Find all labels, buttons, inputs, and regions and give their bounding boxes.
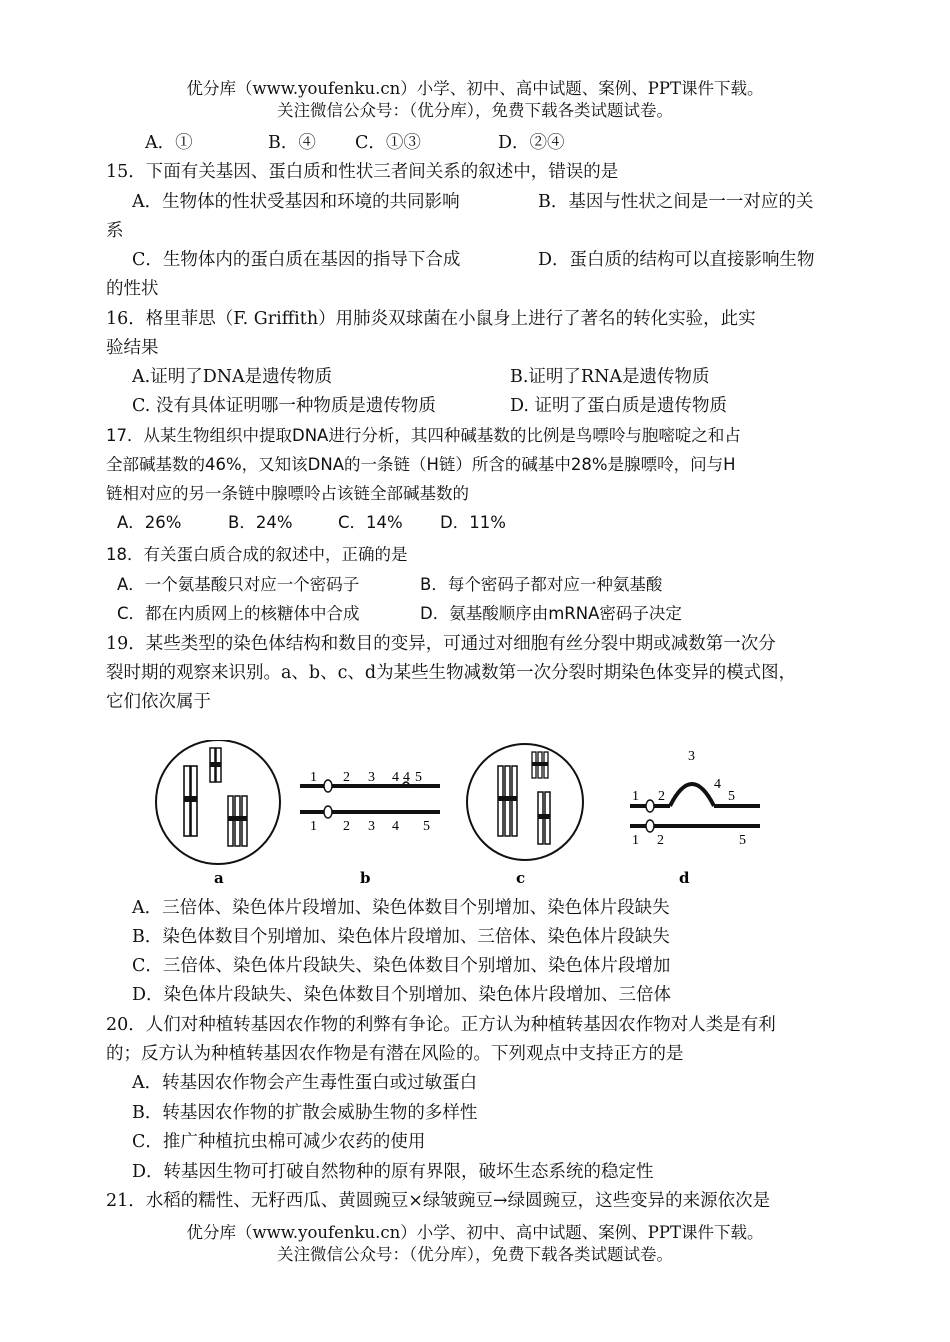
q21-stem: 21．水稻的糯性、无籽西瓜、黄圆豌豆×绿皱豌豆→绿圆豌豆，这些变异的来源依次是	[106, 1191, 771, 1211]
b-top-5: 5	[415, 770, 422, 785]
d-top-5: 5	[728, 789, 735, 804]
q15-option-b: B．基因与性状之间是一一对应的关	[538, 192, 814, 212]
panel-a	[156, 740, 280, 864]
q17-stem-1: 17．从某生物组织中提取DNA进行分析，其四种碱基数的比例是鸟嘌呤与胞嘧啶之和占	[106, 426, 741, 445]
q16-option-d: D. 证明了蛋白质是遗传物质	[510, 396, 728, 416]
header-line-2: 关注微信公众号：（优分库），免费下载各类试题试卷。	[277, 101, 673, 120]
q15-option-c: C．生物体内的蛋白质在基因的指导下合成	[132, 250, 461, 270]
q16-option-c: C. 没有具体证明哪一种物质是遗传物质	[132, 396, 436, 416]
d-bottom-2: 2	[657, 833, 664, 848]
q19-stem-2: 裂时期的观察来识别。a、b、c、d为某些生物减数第一次分裂时期染色体变异的模式图，	[106, 663, 797, 683]
label-c: c	[516, 869, 526, 887]
q15-option-b-cont: 系	[106, 221, 124, 241]
q16-stem-2: 验结果	[106, 338, 159, 358]
label-d: d	[679, 869, 690, 887]
q19-option-a: A．三倍体、染色体片段增加、染色体数目个别增加、染色体片段缺失	[132, 898, 670, 918]
q15-option-a: A．生物体的性状受基因和环境的共同影响	[132, 192, 460, 212]
q17-option-d: D．11%	[440, 513, 506, 532]
b-bottom-5: 5	[423, 819, 430, 834]
panel-b	[300, 770, 440, 834]
d-top-4: 4	[714, 777, 721, 792]
q20-stem-1: 20．人们对种植转基因农作物的利弊有争论。正方认为种植转基因农作物对人类是有利	[106, 1015, 776, 1035]
b-top-3: 3	[368, 770, 375, 785]
q18-stem: 18．有关蛋白质合成的叙述中，正确的是	[106, 545, 408, 564]
q17-option-c: C．14%	[338, 513, 403, 532]
q20-option-d: D．转基因生物可打破自然物种的原有界限，破坏生态系统的稳定性	[132, 1162, 654, 1182]
d-top-1: 1	[632, 789, 639, 804]
d-bottom-5: 5	[739, 833, 746, 848]
q20-option-c: C．推广种植抗虫棉可减少农药的使用	[132, 1132, 426, 1152]
b-bottom-2: 2	[343, 819, 350, 834]
q14-option-a: A．①	[145, 133, 193, 153]
q19-stem-1: 19．某些类型的染色体结构和数目的变异，可通过对细胞有丝分裂中期或减数第一次分	[106, 634, 776, 654]
footer-line-2: 关注微信公众号：（优分库），免费下载各类试题试卷。	[277, 1245, 673, 1264]
panel-d	[630, 749, 760, 848]
b-top-4a: 4	[392, 770, 399, 785]
q20-stem-2: 的；反方认为种植转基因农作物是有潜在风险的。下列观点中支持正方的是	[106, 1044, 684, 1064]
q19-option-c: C．三倍体、染色体片段缺失、染色体数目个别增加、染色体片段增加	[132, 956, 671, 976]
q14-option-c: C．①③	[355, 133, 421, 153]
q17-option-b: B．24%	[228, 513, 293, 532]
q19-option-d: D．染色体片段缺失、染色体数目个别增加、染色体片段增加、三倍体	[132, 985, 672, 1005]
q18-option-c: C．都在内质网上的核糖体中合成	[117, 604, 360, 623]
b-bottom-1: 1	[310, 819, 317, 834]
q14-option-b: B．④	[268, 133, 316, 153]
label-b: b	[360, 869, 371, 887]
q16-option-a: A.证明了DNA是遗传物质	[132, 367, 333, 387]
b-top-1: 1	[310, 770, 317, 785]
q14-option-d: D．②④	[498, 133, 565, 153]
b-top-4b: 4	[403, 770, 410, 785]
q18-option-b: B．每个密码子都对应一种氨基酸	[420, 575, 663, 594]
b-bottom-3: 3	[368, 819, 375, 834]
q17-option-a: A．26%	[117, 513, 182, 532]
q19-figure	[140, 740, 880, 890]
d-loop-3: 3	[688, 749, 695, 764]
q18-option-a: A．一个氨基酸只对应一个密码子	[117, 575, 360, 594]
q20-option-b: B．转基因农作物的扩散会威胁生物的多样性	[132, 1103, 478, 1123]
q17-stem-3: 链相对应的另一条链中腺嘌呤占该链全部碱基数的	[106, 484, 469, 503]
footer-line-1: 优分库（www.youfenku.cn）小学、初中、高中试题、案例、PPT课件下载。	[186, 1223, 764, 1242]
chromosome-diagram	[140, 740, 880, 890]
q16-stem-1: 16．格里菲思（F. Griffith）用肺炎双球菌在小鼠身上进行了著名的转化实验，此实	[106, 309, 756, 329]
q19-option-b: B．染色体数目个别增加、染色体片段增加、三倍体、染色体片段缺失	[132, 927, 670, 947]
label-a: a	[214, 869, 224, 887]
q20-option-a: A．转基因农作物会产生毒性蛋白或过敏蛋白	[132, 1073, 478, 1093]
header-line-1: 优分库（www.youfenku.cn）小学、初中、高中试题、案例、PPT课件下载。	[186, 79, 764, 98]
q15-option-d: D．蛋白质的结构可以直接影响生物	[538, 250, 815, 270]
q18-option-d: D．氨基酸顺序由mRNA密码子决定	[420, 604, 682, 623]
b-bottom-4: 4	[392, 819, 399, 834]
q16-option-b: B.证明了RNA是遗传物质	[510, 367, 710, 387]
q17-stem-2: 全部碱基数的46%，又知该DNA的一条链（H链）所含的碱基中28%是腺嘌呤，问与H	[106, 455, 736, 474]
d-top-2: 2	[658, 789, 665, 804]
q19-stem-3: 它们依次属于	[106, 692, 211, 712]
q15-option-d-cont: 的性状	[106, 279, 159, 299]
q15-stem: 15．下面有关基因、蛋白质和性状三者间关系的叙述中，错误的是	[106, 162, 619, 182]
d-bottom-1: 1	[632, 833, 639, 848]
panel-c	[467, 744, 583, 860]
b-top-2: 2	[343, 770, 350, 785]
